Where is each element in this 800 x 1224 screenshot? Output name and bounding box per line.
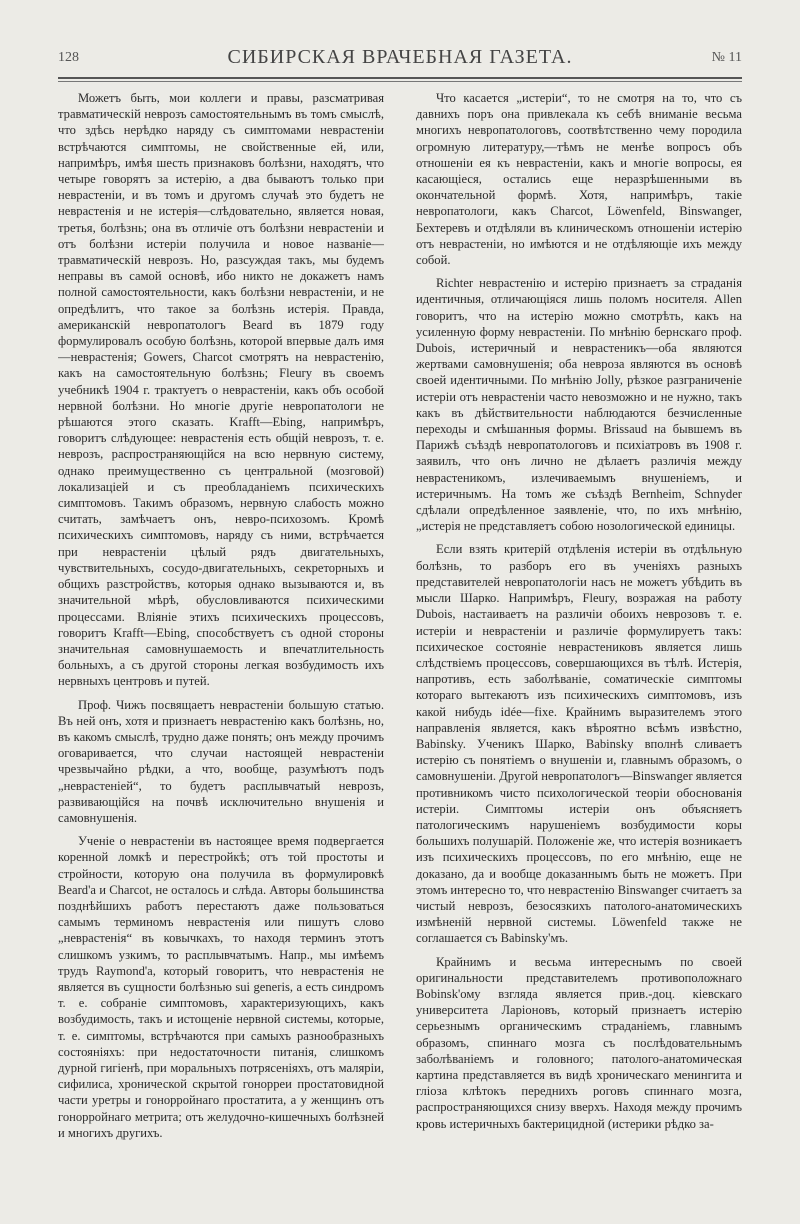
paragraph: Можетъ быть, мои коллеги и правы, разсматривая травматическій неврозъ самостоятельнымъ въ томъ смыслѣ, что здѣсь нерѣдко наряду съ симптомами неврастеніи встрѣчаются симптомы, не свойственные ей, или, напримѣръ, имѣя шесть признаковъ болѣзни, находятъ, что четыре говорятъ за истерію, а два бываютъ только при неврастеніи, и въ томъ и другомъ случаѣ это будетъ не неврастенія и не истерія—слѣдовательно, является новая, третья, болѣзнь; она въ отличіе отъ болѣзни неврастеніи и отъ болѣзни истеріи получила и новое названіе—травматическій неврозъ. Но, разсуждая такъ, мы будемъ неправы въ самой основѣ, ибо никто не докажетъ намъ полной самостоятельности, какъ болѣзни неврастеніи, и не опредѣлитъ, что такое за болѣзнь истерія. Правда, американскій невропатологъ Beard въ 1879 году формулировалъ особую болѣзнь, которой впервые далъ имя—неврастенія; Gowers, Charcot смотрятъ на неврастенію, какъ на самостоятельную болѣзнь; Fleury въ своемъ учебникѣ 1904 г. трактуетъ о неврастеніи, какъ объ особой нервной болѣзни. Но многіе другіе невропатологи не рѣшаются этого сказать. Krafft—Ebing, напримѣръ, говоритъ слѣдующее: неврастенія есть общій неврозъ, т. е. неврозъ, распространяющійся на всю нервную систему, однако преимущественно съ центральной (мозговой) локализаціей и съ преобладаніемъ психическихъ симптомовъ. Такимъ образомъ, нервную слабость можно считать, замѣчаетъ онъ, невро-психозомъ. Кромѣ психическихъ симптомовъ, наряду съ ними, встрѣчается при неврастеніи цѣлый рядъ двигательныхъ, чувствительныхъ, сосудо-двигательныхъ, секреторныхъ и общихъ разстройствъ, которыя однако вызываются и, въ значительной мѣрѣ, обусловливаются психическими процессами. Вліяніе этихъ психическихъ процессовъ, говоритъ Krafft—Ebing, способствуетъ съ одной стороны значительная самовнушаемость и впечатлительность больныхъ, а съ другой стороны легкая возбудимость ихъ нервныхъ центровъ и путей. — [58, 91, 384, 689]
page-header — [58, 44, 742, 74]
page-number: 128 — [58, 50, 79, 65]
paragraph: Если взять критерій отдѣленія истеріи въ отдѣльную болѣзнь, то разборъ его въ ученіяхъ разныхъ представителей невропатологіи насъ не можетъ убѣдить въ мысли Шарко. Напримѣръ, Fleury, возражая на работу Dubois, настаиваетъ на различіи обоихъ неврозовъ т. е. истеріи и неврастеніи и различіе формулируетъ такъ: психическое состояніе неврастениковъ является лишь слѣдствіемъ процессовъ, совершающихся въ тѣлѣ. Истерія, напротивъ, есть заболѣваніе, соматическіе симптомы котораго вытекаютъ изъ психическихъ симптомовъ, изъ какой нибудь idée—fixe. Крайнимъ выразителемъ этого направленія является, какъ вѣроятно всѣмъ извѣстно, Babinsky. Ученикъ Шарко, Babinsky вполнѣ сливаетъ истерію съ понятіемъ о внушеніи и, главнымъ образомъ, о самовнушеніи. Другой невропатологъ—Binswanger является противникомъ чисто психологической теоріи обоснованія истеріи. Симптомы истеріи онъ объясняетъ патологическимъ нарушеніемъ возбудимости коры большихъ полушарій. Положеніе же, что истерія возникаетъ изъ психическихъ процессовъ, по его мнѣнію, еще не доказано, да и вообще доказаннымъ быть не можетъ. При этомъ интересно то, что неврастенію Binswanger считаетъ за чистый неврозъ, безосязкихъ патолого-анатомическихъ измѣненій нервной системы. Löwenfeld также не соглашается съ Babinsky'мъ. — [416, 542, 742, 946]
header-rule-thin — [58, 81, 742, 82]
journal-title: СИБИРСКАЯ ВРАЧЕБНАЯ ГАЗЕТА. — [227, 46, 573, 68]
left-column — [58, 90, 384, 1200]
paragraph: Что касается „истеріи“, то не смотря на то, что съ давнихъ поръ она привлекала къ себѣ вниманіе весьма многихъ невропатологовъ, соотвѣтственно чему породила огромную литературу,—тѣмъ не менѣе вопросъ объ отношеніи ея къ неврастеніи, какъ и многіе вопросы, ея касающіеся, остались еще неразрѣшенными въ окончательной формѣ. Хотя, напримѣръ, такіе невропатологи, какъ Charcot, Löwenfeld, Binswanger, Бехтеревъ и отдѣляли въ клиническомъ отношеніи истерію отъ неврастеніи, но имѣются и не отдѣляющіе ихъ между собой. — [416, 91, 742, 268]
paragraph: Richter неврастенію и истерію признаетъ за страданія идентичныя, отличающіяся лишь поломъ носителя. Allen говоритъ, что на истерію можно смотрѣть, какъ на усиленную форму неврастеніи. По мнѣнію бернскаго проф. Dubois, истеричный и неврастеникъ—оба являются жертвами самовнушенія; оба невроза являются въ основѣ своей идентичными. По мнѣнію Jolly, рѣзкое разграниченіе истеріи отъ неврастеніи часто невозможно и не нужно, такъ какъ въ дѣйствительности наблюдаются безчисленные переходы и смѣшанныя формы. Brissaud на бывшемъ въ Парижѣ съѣздѣ невропатологовъ и психіатровъ въ 1908 г. заявилъ, что онъ лично не дѣлаетъ различія между неврастеникомъ, излечиваемымъ внушеніемъ, и истеричнымъ. На томъ же съѣздѣ Bernheim, Schnyder сдѣлали опредѣленное заявленіе, что, по ихъ мнѣнію, „истерія не представляетъ собою нозологической единицы. — [416, 276, 742, 534]
right-column — [416, 90, 742, 1200]
paragraph: Проф. Чижъ посвящаетъ неврастеніи большую статью. Въ ней онъ, хотя и признаетъ неврастенію какъ болѣзнь, но, въ какомъ смыслѣ, трудно даже понять; онъ между прочимъ оговаривается, что случаи настоящей неврастеніи чрезвычайно рѣдки, а что, вообще, разумѣютъ подъ „неврастеніей“, то будетъ расплывчатый неврозъ, развивающійся на почвѣ исключительно внушенія и самовнушенія. — [58, 697, 384, 825]
issue-number: № 11 — [711, 50, 742, 65]
paragraph: Крайнимъ и весьма интереснымъ по своей оригинальности представителемъ противоположнаго Bobinsk'ому взгляда является прив.-доц. кіевскаго университета Ларіоновъ, который признаетъ истерію серьезнымъ органическимъ страданіемъ, главнымъ образомъ, спиннаго мозга съ послѣдовательнымъ заболѣваніемъ и головного; патолого-анатомическая картина представляется въ видѣ хроническаго менингита и гліоза клѣтокъ переднихъ роговъ спиннаго мозга, распространяющихся снизу вверхъ. Находя между прочимъ кровь истеричныхъ бактерицидной (истерики рѣдко за- — [416, 954, 742, 1131]
paragraph: Ученіе о неврастеніи въ настоящее время подвергается коренной ломкѣ и перестройкѣ; отъ той простоты и стройности, которую она получила въ формулировкѣ Beard'а и Charcot, не осталось и слѣда. Авторы большинства позднѣйшихъ работъ перестаютъ даже пользоваться самымъ терминомъ неврастенія или пишутъ слово „неврастенія“ въ ковычкахъ, то находя терминъ этотъ слишкомъ узкимъ, то расплывчатымъ. Напр., мы имѣемъ трудъ Raymond'а, который говоритъ, что неврастенія не является въ сущности болѣзнью sui generis, а есть синдромъ т. е. собраніе симптомовъ, характеризующихъ, какъ возбудимость, такъ и истощеніе нервной системы, которые, т. е. симптомы, встрѣчаются при самыхъ разнообразныхъ состояніяхъ: при недостаточности питанія, слишкомъ дурной гигіенѣ, при моральныхъ потрясеніяхъ, отъ маляріи, сифилиса, хронической скрытой гонорреи простатовидной части уретры и гонорройнаго простатита, а у женщинъ отъ гонорройнаго метрита; отъ желудочно-кишечныхъ болѣзней и многихъ другихъ. — [58, 834, 384, 1140]
header-rule-thick — [58, 77, 742, 79]
